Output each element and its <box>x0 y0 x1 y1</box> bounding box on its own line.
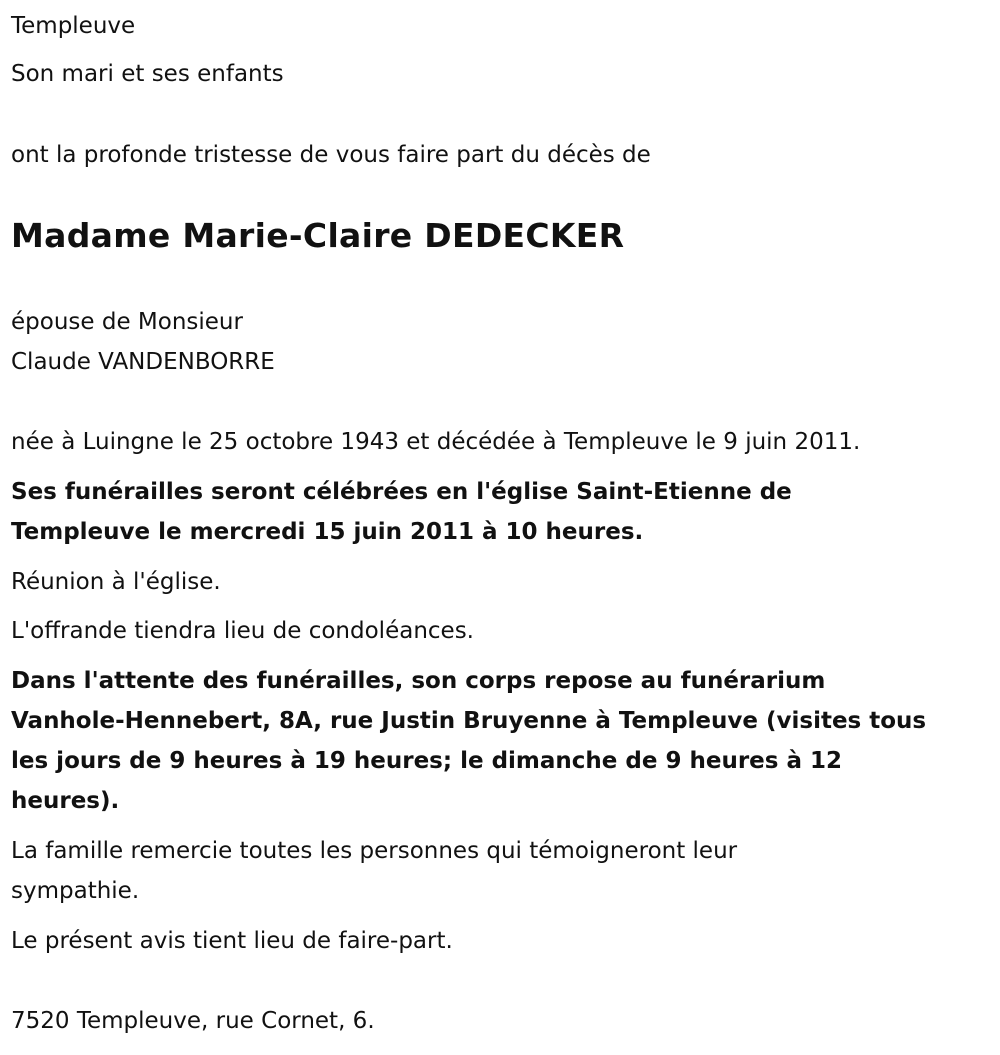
repose-line-2: Vanhole-Hennebert, 8A, rue Justin Bruyenne à Templeuve (visites tous <box>11 708 927 734</box>
deceased-name: Madame Marie-Claire DEDECKER <box>11 216 625 255</box>
location-line: Templeuve <box>11 13 136 39</box>
thanks-line-1: La famille remercie toutes les personnes qui témoigneront leur <box>11 838 738 864</box>
address-line: 7520 Templeuve, rue Cornet, 6. <box>11 1008 375 1034</box>
offering-line: L'offrande tiendra lieu de condoléances. <box>11 618 474 644</box>
birth-death-line: née à Luingne le 25 octobre 1943 et décédée à Templeuve le 9 juin 2011. <box>11 429 861 455</box>
funeral-line-1: Ses funérailles seront célébrées en l'église Saint-Etienne de <box>11 479 792 505</box>
repose-line-1: Dans l'attente des funérailles, son corps repose au funérarium <box>11 668 826 694</box>
spouse-line-1: épouse de Monsieur <box>11 309 243 335</box>
funeral-line-2: Templeuve le mercredi 15 juin 2011 à 10 heures. <box>11 519 644 545</box>
announcers-line: Son mari et ses enfants <box>11 61 284 87</box>
repose-line-3: les jours de 9 heures à 19 heures; le dimanche de 9 heures à 12 <box>11 748 842 774</box>
faire-part-line: Le présent avis tient lieu de faire-part. <box>11 928 453 954</box>
meeting-line: Réunion à l'église. <box>11 569 221 595</box>
intro-line: ont la profonde tristesse de vous faire part du décès de <box>11 142 651 168</box>
spouse-line-2: Claude VANDENBORRE <box>11 349 275 375</box>
repose-line-4: heures). <box>11 788 120 814</box>
thanks-line-2: sympathie. <box>11 878 140 904</box>
